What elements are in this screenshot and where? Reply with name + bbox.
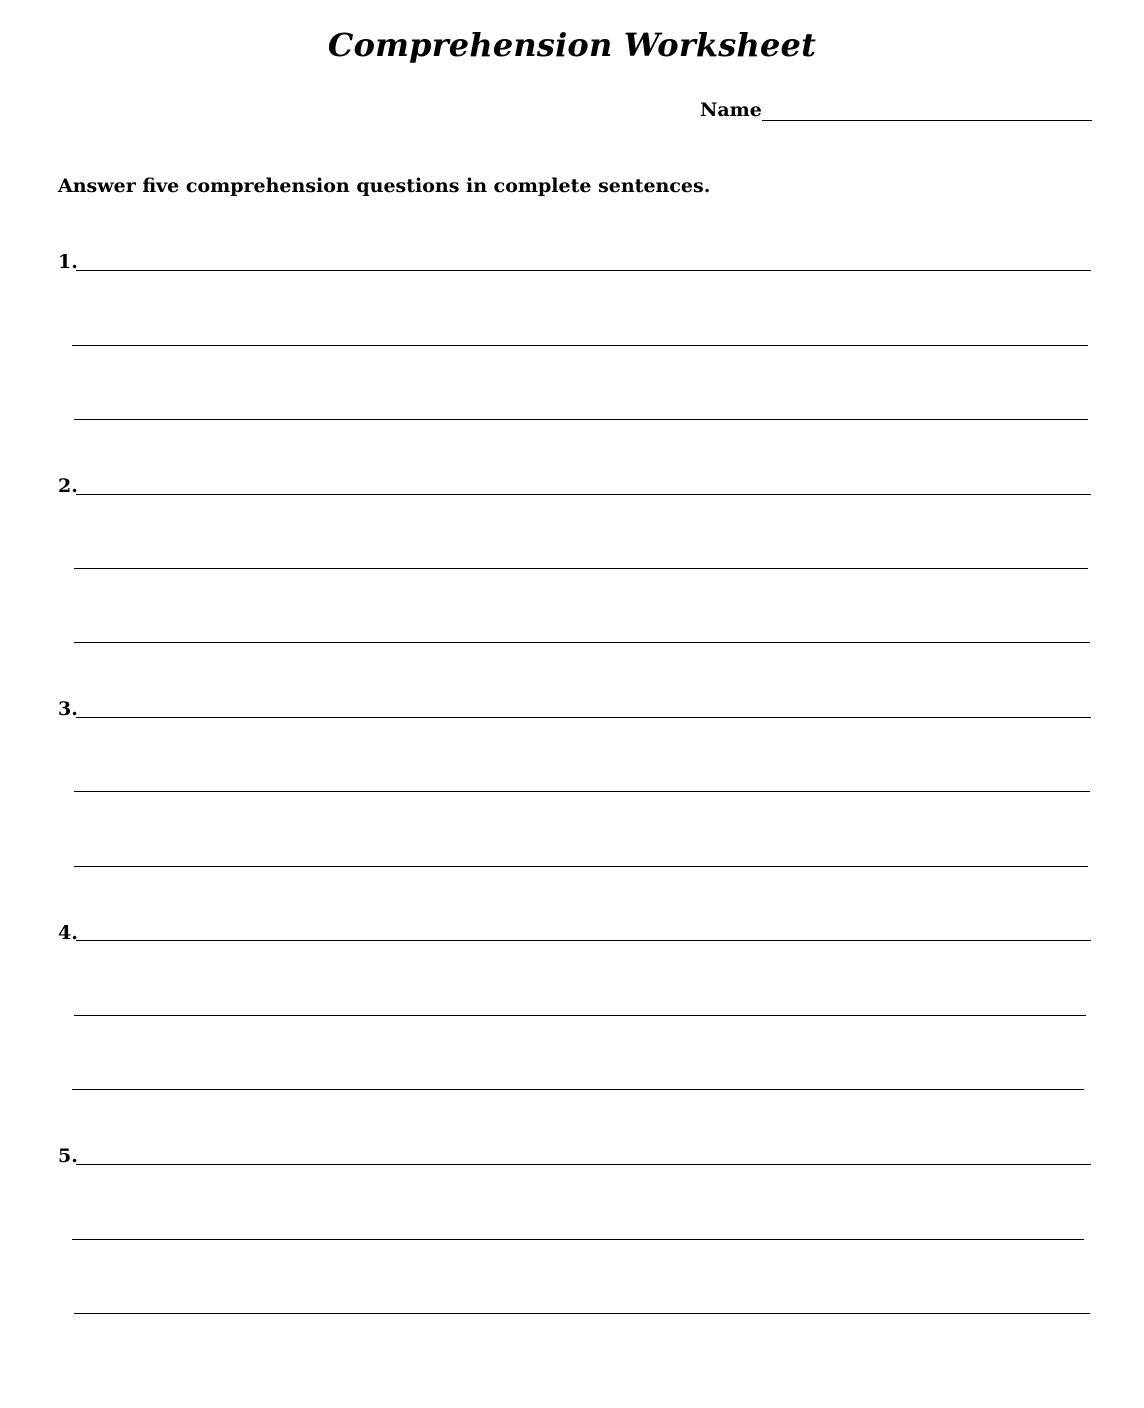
answer-line-5a[interactable] — [76, 1164, 1091, 1165]
worksheet-title: Comprehension Worksheet — [327, 26, 817, 64]
question-number-4: 4. — [58, 922, 78, 944]
instructions: Answer five comprehension questions in complete sentences. — [58, 175, 711, 197]
answer-line-1b[interactable] — [72, 345, 1088, 346]
name-field-row — [700, 98, 1092, 121]
answer-line-2a[interactable] — [76, 494, 1091, 495]
question-number-1: 1. — [58, 251, 78, 273]
answer-line-2c[interactable] — [74, 642, 1090, 643]
answer-line-4b[interactable] — [74, 1015, 1086, 1016]
name-input-line[interactable] — [762, 98, 1092, 121]
question-number-5: 5. — [58, 1145, 78, 1167]
answer-line-5b[interactable] — [72, 1239, 1084, 1240]
answer-line-2b[interactable] — [74, 568, 1088, 569]
answer-line-3b[interactable] — [74, 791, 1090, 792]
answer-line-4a[interactable] — [76, 940, 1091, 941]
answer-line-1a[interactable] — [76, 270, 1091, 271]
answer-line-3c[interactable] — [74, 866, 1088, 867]
answer-line-5c[interactable] — [74, 1313, 1090, 1314]
question-number-3: 3. — [58, 698, 78, 720]
name-label: Name — [700, 99, 762, 121]
answer-line-1c[interactable] — [74, 419, 1088, 420]
answer-line-4c[interactable] — [72, 1089, 1084, 1090]
question-number-2: 2. — [58, 475, 78, 497]
answer-line-3a[interactable] — [76, 717, 1091, 718]
